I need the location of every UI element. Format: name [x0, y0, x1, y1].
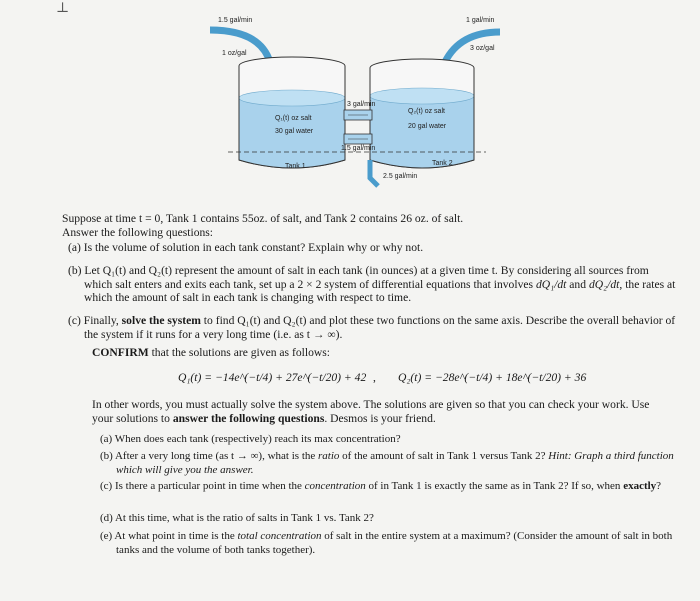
- inflow-right-rate: 1 gal/min: [466, 17, 495, 24]
- sub-b-mid: of the amount of salt in Tank 1 versus Tank 2?: [339, 450, 549, 462]
- outflow-rate: 2.5 gal/min: [383, 173, 418, 180]
- sub-c-bold: exactly: [623, 480, 657, 492]
- part-b: [68, 264, 676, 305]
- inflow-right-conc: 3 oz/gal: [470, 45, 495, 52]
- sub-c-ital: concentration: [304, 480, 366, 492]
- confirm-rest: that the solutions are given as follows:: [148, 346, 330, 359]
- corner-mark: ⊥: [56, 1, 70, 16]
- intro-line2: Answer the following questions:: [62, 225, 214, 239]
- tank2-salt: Q₂(t) oz salt: [408, 108, 445, 115]
- tank-1: [239, 57, 345, 168]
- followup-post: . Desmos is your friend.: [324, 411, 436, 425]
- followup-bold: answer the following questions: [172, 411, 325, 425]
- outflow-pipe: [370, 160, 378, 186]
- part-b-pre: (b) Let Q₁(t) and Q₂(t) represent the amount of salt in each tank (in ounces) at a given time t. By considering all sources from which salt enters and exits each tank, set up a 2 × 2 system of differential equations that involves: [68, 264, 649, 291]
- mixing-tanks-diagram: [0, 0, 700, 200]
- sub-c-mid: of in Tank 1 is exactly the same as in Tank 2? If so, when: [365, 480, 624, 492]
- tank2-water: 20 gal water: [408, 123, 447, 130]
- intro-line1: Suppose at time t = 0, Tank 1 contains 55oz. of salt, and Tank 2 contains 26 oz. of salt.: [62, 212, 464, 225]
- followup: [92, 398, 662, 425]
- part-c-bold: solve the system: [121, 314, 201, 327]
- tank2-name: Tank 2: [432, 160, 453, 167]
- part-c: [68, 314, 676, 341]
- sub-e-ital: total concentration: [237, 530, 322, 542]
- equation-q1: Q₁(t) = −14e^(−t/4) + 27e^(−t/20) + 42: [178, 371, 367, 384]
- confirm-bold: CONFIRM: [92, 346, 149, 359]
- part-c-pre: (c) Finally,: [68, 314, 122, 327]
- inflow-left-rate: 1.5 gal/min: [218, 17, 253, 24]
- part-a: (a) Is the volume of solution in each tank constant? Explain why or why not.: [68, 241, 424, 254]
- part-b-d2: dQ₂/dt: [588, 277, 620, 291]
- tank1-water: 30 gal water: [275, 128, 314, 135]
- sub-e-pre: (e) At what point in time is the: [100, 530, 238, 542]
- sub-e-post: of salt in the entire system at a maximum? (Consider the amount of salt in both tanks and the volume of both tanks together).: [116, 530, 673, 556]
- sub-d: (d) At this time, what is the ratio of salts in Tank 1 vs. Tank 2?: [100, 512, 374, 524]
- sub-a: (a) When does each tank (respectively) reach its max concentration?: [100, 433, 401, 445]
- tank1-salt: Q₁(t) oz salt: [275, 115, 312, 122]
- confirm-line: [92, 346, 652, 360]
- followup-pre: In other words, you must actually solve the system above. The solutions are given so that you can check your work. Use your solutions to: [92, 398, 650, 425]
- inflow-pipe-left: [210, 30, 270, 62]
- equation-q2: Q₂(t) = −28e^(−t/4) + 18e^(−t/20) + 36: [398, 371, 587, 384]
- sub-c-end: ?: [656, 480, 662, 492]
- sub-b-hint: Hint: Graph a third function which will give you the answer.: [116, 450, 674, 476]
- tank1-name: Tank 1: [285, 163, 306, 170]
- equation-separator: ,: [373, 371, 376, 384]
- sub-b-ital: ratio: [318, 450, 340, 462]
- sub-b-pre: (b) After a very long time (as t → ∞), what is the: [100, 450, 319, 462]
- sub-c-pre: (c) Is there a particular point in time when the: [100, 480, 305, 492]
- part-b-post: , the rates at which the amount of salt in each tank is changing with respect to time.: [84, 277, 676, 304]
- sub-b: [100, 450, 676, 477]
- pipe-top-rate: 3 gal/min: [347, 101, 376, 108]
- part-c-post: to find Q₁(t) and Q₂(t) and plot these two functions on the same axis. Describe the overall behavior of the system if it runs for a very long time (i.e. as t → ∞).: [84, 314, 676, 341]
- sub-e: [100, 530, 676, 557]
- pipe-bottom-rate: 1.5 gal/min: [341, 145, 376, 152]
- sub-c: [100, 480, 676, 494]
- inflow-left-conc: 1 oz/gal: [222, 50, 247, 57]
- part-b-mid: and: [566, 277, 589, 291]
- part-b-d1: dQ₁/dt: [535, 277, 567, 291]
- intro: [62, 212, 672, 239]
